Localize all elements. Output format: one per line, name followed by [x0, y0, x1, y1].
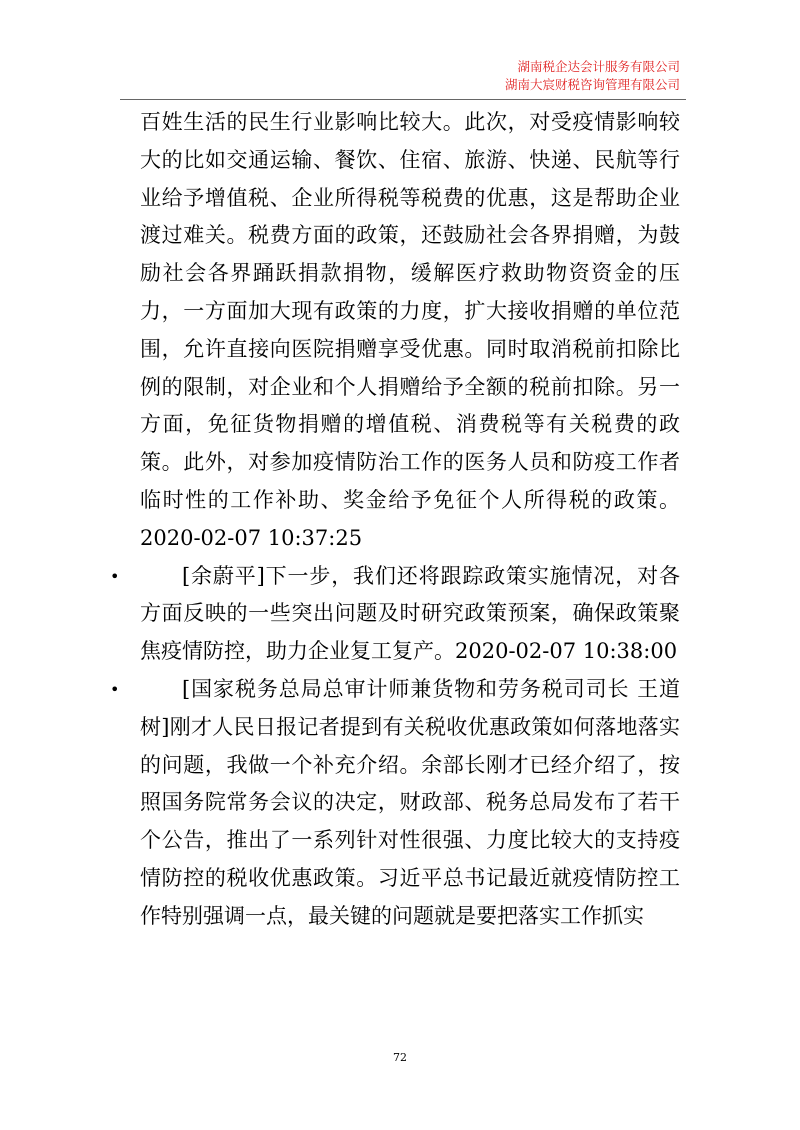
page-header — [505, 58, 680, 94]
bullet-item-2 — [110, 671, 680, 936]
paragraph-continued: 百姓生活的民生行业影响比较大。此次，对受疫情影响较大的比如交通运输、餐饮、住宿、旅游、快递、民航等行业给予增值税、企业所得税等税费的优惠，这是帮助企业渡过难关。税费方面的政策，还鼓励社会各界捐赠，为鼓励社会各界踊跃捐款捐物，缓解医疗救助物资资金的压力，一方面加大现有政策的力度，扩大接收捐赠的单位范围，允许直接向医院捐赠享受优惠。同时取消税前扣除比例的限制，对企业和个人捐赠给予全额的税前扣除。另一方面，免征货物捐赠的增值税、消费税等有关税费的政策。此外，对参加疫情防治工作的医务人员和防疫工作者临时性的工作补助、奖金给予免征个人所得税的政策。2020-02-07 10:37:25 — [140, 110, 680, 550]
header-divider — [120, 99, 686, 100]
header-company-1: 湖南税企达会计服务有限公司 — [517, 59, 680, 74]
page-number: 72 — [393, 1051, 407, 1064]
header-company-2: 湖南大宸财税咨询管理有限公司 — [504, 77, 680, 92]
bullet-text: [余蔚平]下一步，我们还将跟踪政策实施情况，对各方面反映的一些突出问题及时研究政策预案，确保政策聚焦疫情防控，助力企业复工复产。2020-02-07 10:38:00 — [140, 563, 680, 664]
bullet-marker: • — [110, 679, 120, 699]
document-body — [110, 104, 680, 936]
bullet-text: [国家税务总局总审计师兼货物和劳务税司司长 王道树]刚才人民日报记者提到有关税收优惠政策如何落地落实的问题，我做一个补充介绍。余部长刚才已经介绍了，按照国务院常务会议的决定，财政部、税务总局发布了若干个公告，推出了一系列针对性很强、力度比较大的支持疫情防控的税收优惠政策。习近平总书记最近就疫情防控工作特别强调一点，最关键的问题就是要把落实工作抓实 — [140, 676, 680, 928]
bullet-marker: • — [110, 566, 120, 586]
bullet-item-1 — [110, 558, 680, 671]
